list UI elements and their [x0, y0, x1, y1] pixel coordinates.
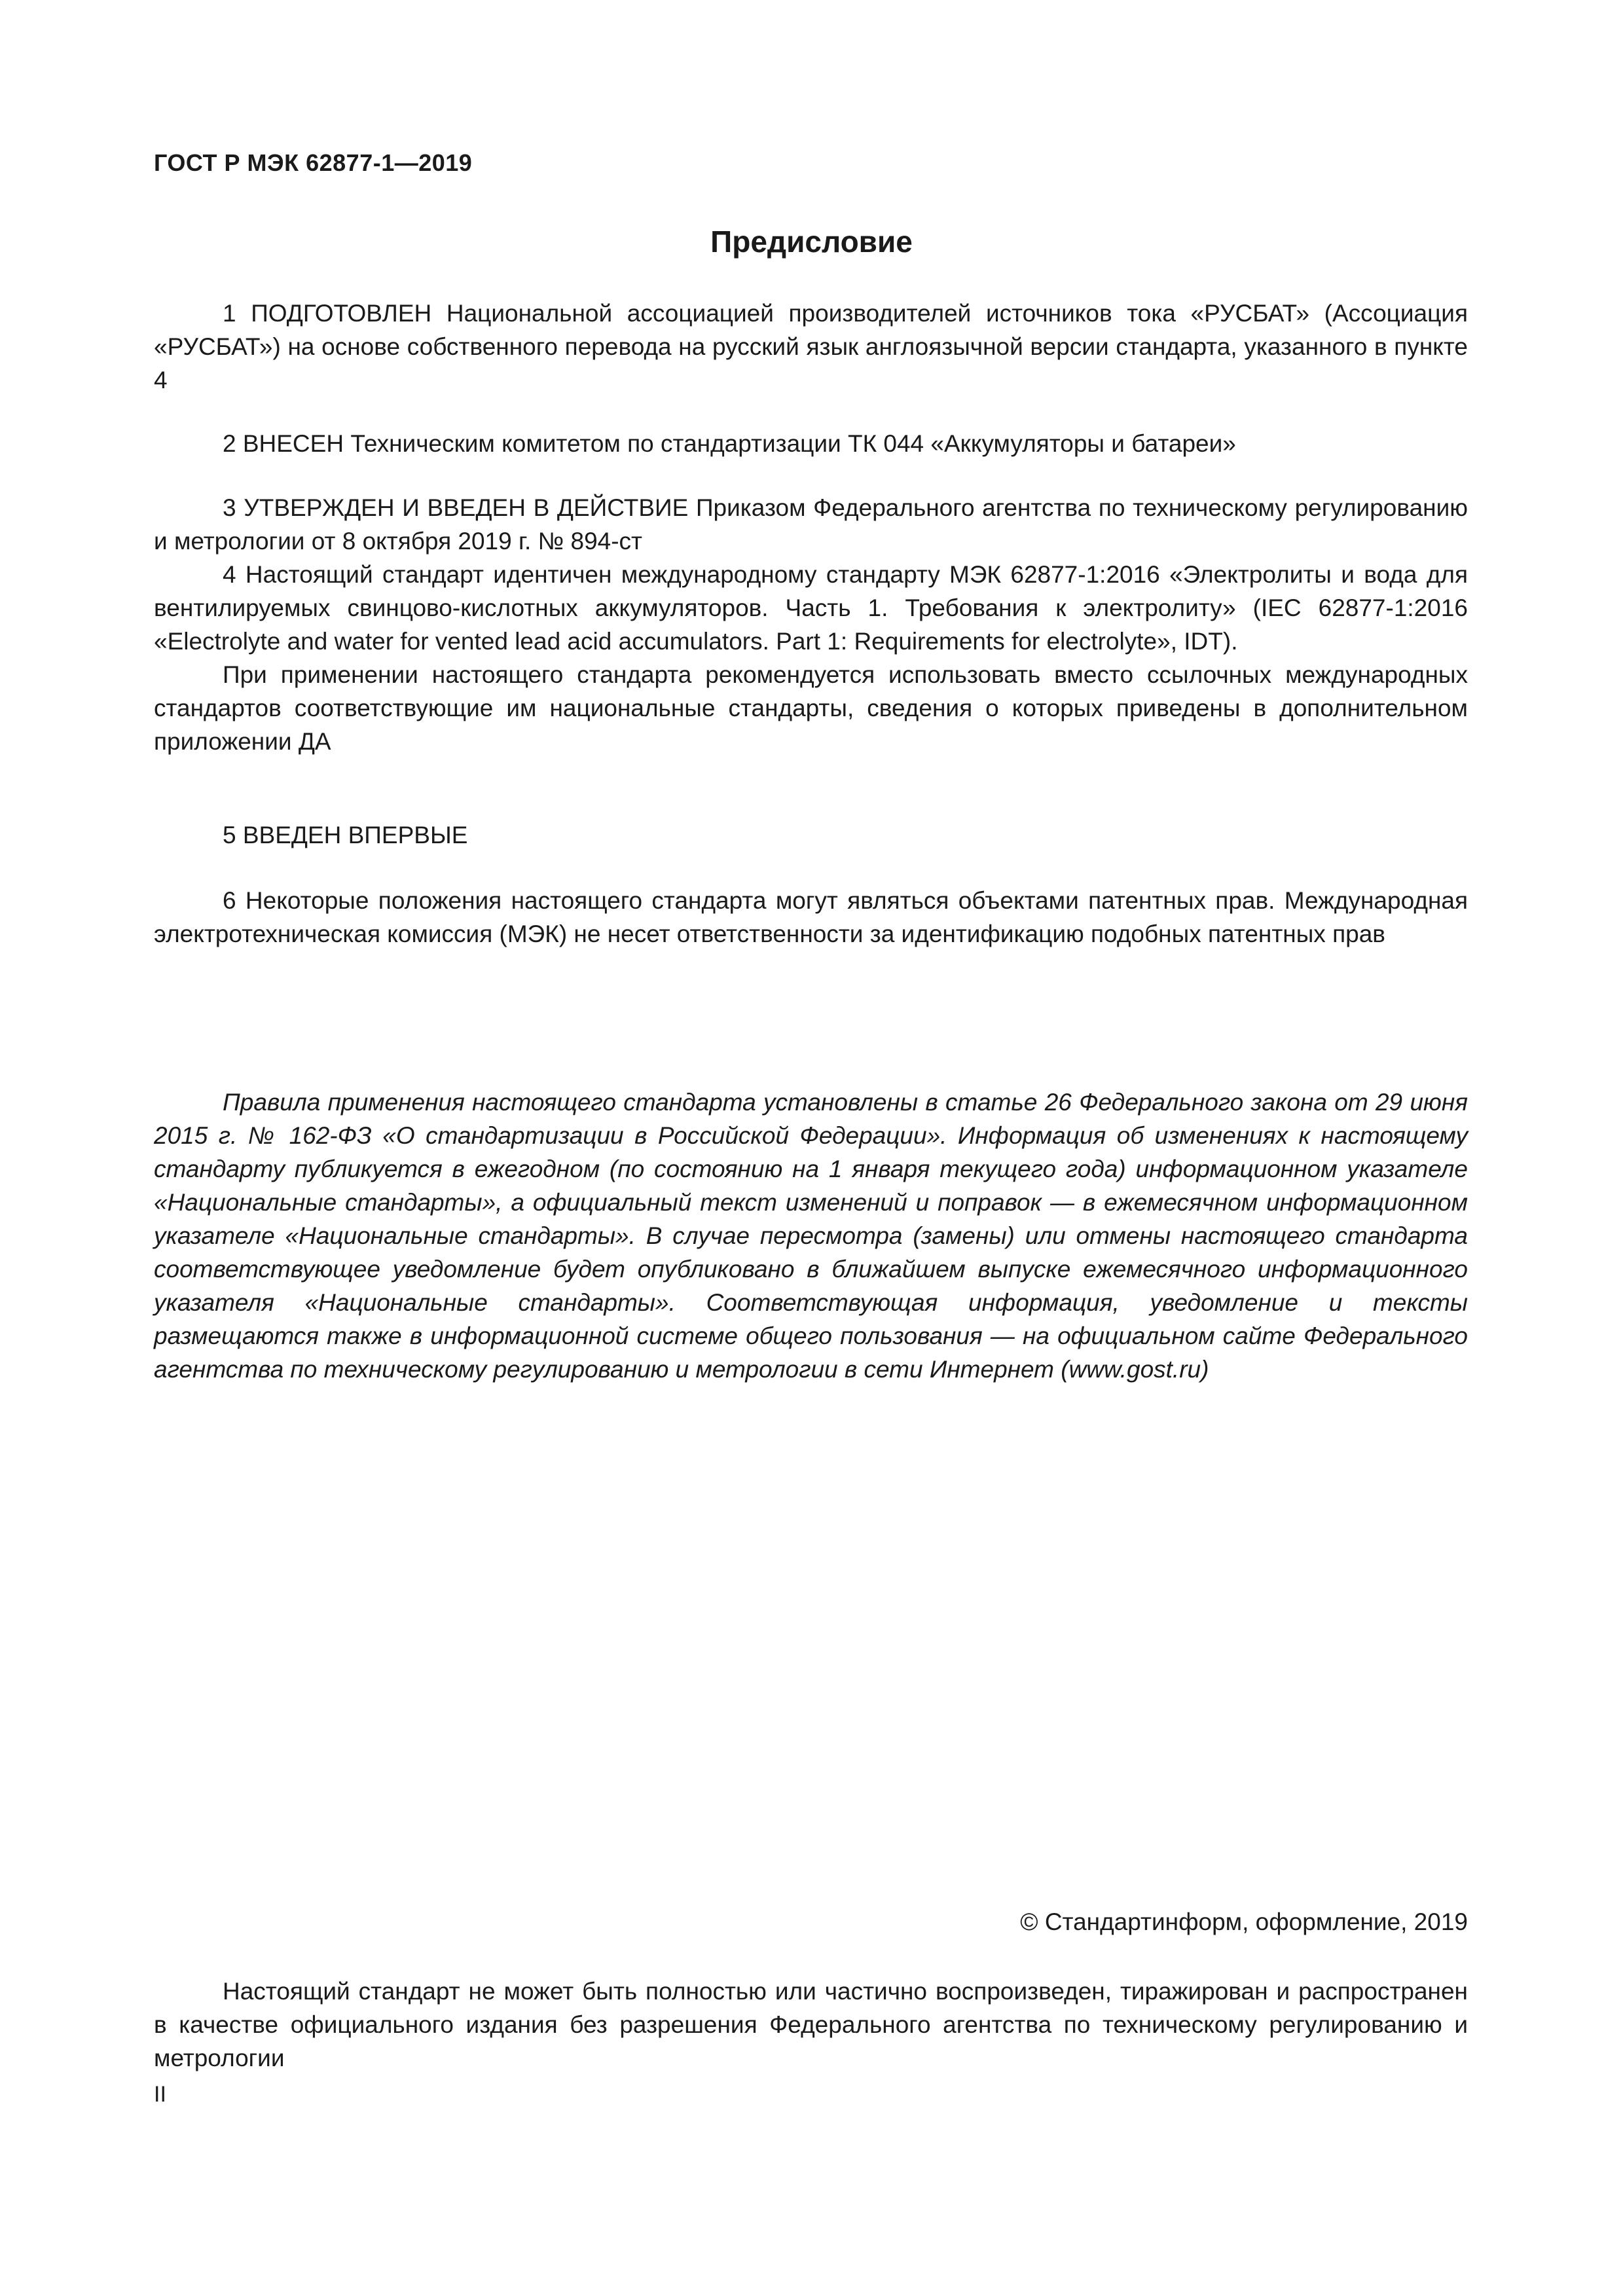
rules-notice	[154, 1085, 1468, 1386]
page-title: Предисловие	[710, 225, 913, 259]
foreword-item-4-text: 4 Настоящий стандарт идентичен международному стандарту МЭК 62877-1:2016 «Электролиты и вода для вентилируемых свинцово-кислотных аккумуляторов. Часть 1. Требования к электролиту» (IEC 62877-1:2016 «Electrolyte and water for vented lead acid accumulators. Part 1: Requirements for electrolyte», IDT).	[154, 561, 1468, 655]
reproduction-notice-text: Настоящий стандарт не может быть полностью или частично воспроизведен, тиражирован и распространен в качестве официального издания без разрешения Федерального агентства по техническому регулированию и метрологии	[154, 1978, 1468, 2071]
foreword-item-1-text: 1 ПОДГОТОВЛЕН Национальной ассоциацией производителей источников тока «РУСБАТ» (Ассоциация «РУСБАТ») на основе собственного перевода на русский язык англоязычной версии стандарта, указанного в пункте 4	[154, 300, 1468, 393]
foreword-item-6	[154, 884, 1468, 951]
foreword-item-2	[154, 427, 1468, 460]
reproduction-notice	[154, 1975, 1468, 2075]
foreword-item-5	[154, 818, 1468, 852]
foreword-item-5-text: 5 ВВЕДЕН ВПЕРВЫЕ	[223, 822, 468, 848]
foreword-item-1	[154, 297, 1468, 397]
foreword-item-2-text: 2 ВНЕСЕН Техническим комитетом по стандартизации ТК 044 «Аккумуляторы и батареи»	[223, 430, 1236, 457]
foreword-item-3-text: 3 УТВЕРЖДЕН И ВВЕДЕН В ДЕЙСТВИЕ Приказом Федерального агентства по техническому регулированию и метрологии от 8 октября 2019 г. № 894-ст	[154, 494, 1468, 555]
copyright-line: © Стандартинформ, оформление, 2019	[1020, 1908, 1468, 1935]
rules-notice-text: Правила применения настоящего стандарта установлены в статье 26 Федерального закона от 29 июня 2015 г. № 162-ФЗ «О стандартизации в Российской Федерации». Информация об изменениях к настоящему стандарту публикуется в ежегодном (по состоянию на 1 января текущего года) информационном указателе «Национальные стандарты», а официальный текст изменений и поправок — в ежемесячном информационном указателе «Национальные стандарты». В случае пересмотра (замены) или отмены настоящего стандарта соответствующее уведомление будет опубликовано в ближайшем выпуске ежемесячного информационного указателя «Национальные стандарты». Соответствующая информация, уведомление и тексты размещаются также в информационной системе общего пользования — на официальном сайте Федерального агентства по техническому регулированию и метрологии в сети Интернет (www.gost.ru)	[154, 1089, 1468, 1383]
foreword-item-6-text: 6 Некоторые положения настоящего стандарта могут являться объектами патентных прав. Международная электротехническая комиссия (МЭК) не несет ответственности за идентификацию подобных патентных прав	[154, 887, 1468, 947]
document-code-header: ГОСТ Р МЭК 62877-1—2019	[154, 149, 473, 176]
foreword-items-3-4	[154, 491, 1468, 758]
foreword-item-4-note: При применении настоящего стандарта рекомендуется использовать вместо ссылочных международных стандартов соответствующие им национальные стандарты, сведения о которых приведены в дополнительном приложении ДА	[154, 661, 1468, 755]
page-number: II	[154, 2082, 166, 2107]
